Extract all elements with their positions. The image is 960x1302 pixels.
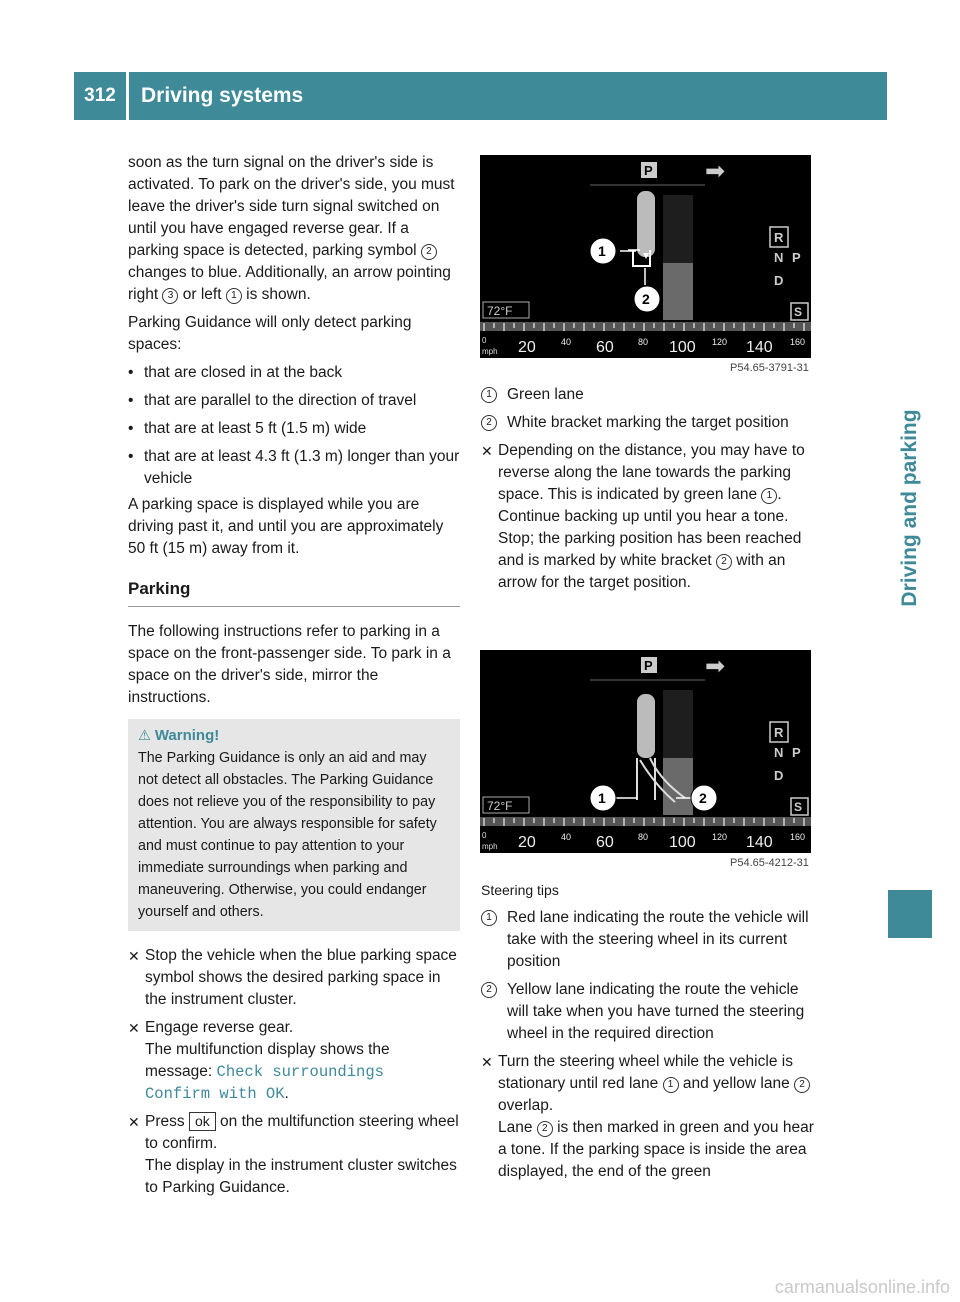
- warning-text: The Parking Guidance is only an aid and may not detect all obstacles. The Parking Guidance does not relieve you of the responsibility to pay attention. You are always responsible for safety and must continue to pay attention to your immediate surroundings when parking and maneuvering. Otherwise, you could endanger yourself and others.: [138, 750, 437, 920]
- list-item: • that are closed in at the back: [128, 364, 343, 381]
- svg-text:P: P: [644, 658, 653, 673]
- svg-text:40: 40: [561, 337, 572, 347]
- steering-tips-title: Steering tips: [481, 882, 559, 898]
- step-marker-icon: ✕: [481, 1054, 493, 1070]
- svg-text:0: 0: [482, 336, 487, 345]
- step: ✕ Stop the vehicle when the blue parking space symbol shows the desired parking space in the instrument cluster.: [128, 947, 457, 1008]
- svg-text:S: S: [794, 800, 803, 814]
- legend-item: 1 Green lane: [481, 384, 816, 406]
- warning-title: Warning!: [154, 727, 220, 744]
- list-item: • that are at least 5 ft (1.5 m) wide: [128, 420, 367, 437]
- step: ✕ Press ok on the multifunction steering wheel to confirm. The display in the instrument cluster switches to Parking Guidance.: [128, 1113, 459, 1196]
- svg-text:20: 20: [518, 339, 536, 356]
- step: ✕ Depending on the distance, you may have to reverse along the lane towards the parking space. This is indicated by green lane 1 . Continue backing up until you hear a tone. Stop; the parking position has been reached and is marked by white bracket 2 with an arrow for the target position.: [481, 442, 805, 591]
- svg-text:P: P: [792, 250, 801, 265]
- instrument-cluster-figure-2: [480, 650, 811, 853]
- paragraph: Parking Guidance will only detect parking spaces:: [128, 314, 412, 353]
- side-section-label: Driving and parking: [898, 409, 921, 607]
- svg-text:160: 160: [790, 832, 806, 842]
- svg-text:R: R: [774, 725, 784, 740]
- subheading: Parking: [128, 578, 460, 607]
- list-item: • that are at least 4.3 ft (1.3 m) longer than your vehicle: [128, 448, 460, 487]
- paragraph: A parking space is displayed while you are driving past it, and until you are approximately 50 ft (15 m) away from it.: [128, 496, 444, 557]
- step-marker-icon: ✕: [128, 1020, 140, 1036]
- svg-text:120: 120: [712, 337, 728, 347]
- step: ✕ Engage reverse gear. The multifunction display shows the message: Check surroundings Confirm with OK.: [128, 1019, 390, 1103]
- svg-text:80: 80: [638, 832, 649, 842]
- svg-text:P: P: [792, 745, 801, 760]
- warning-icon: ⚠: [138, 728, 151, 744]
- left-column: [128, 152, 460, 1205]
- side-tab-marker: [888, 890, 932, 938]
- warning-box: [128, 719, 460, 931]
- svg-text:140: 140: [746, 339, 773, 356]
- svg-text:1: 1: [598, 243, 606, 259]
- svg-text:N: N: [774, 745, 784, 760]
- arrow-right-icon: ➡: [705, 652, 726, 680]
- svg-text:2: 2: [699, 790, 707, 806]
- svg-text:80: 80: [638, 337, 649, 347]
- vehicle-icon: [637, 191, 655, 257]
- svg-text:S: S: [794, 305, 803, 319]
- vehicle-icon: [637, 694, 655, 758]
- page-number: 312: [74, 72, 126, 120]
- watermark: carmanualsonline.info: [774, 1277, 950, 1297]
- svg-text:N: N: [774, 250, 784, 265]
- arrow-right-icon: ➡: [705, 157, 726, 185]
- step-marker-icon: ✕: [481, 443, 493, 459]
- legend-item: 1 Red lane indicating the route the vehicle will take with the steering wheel in its current position: [481, 907, 816, 973]
- figure-id: P54.65-4212-31: [730, 857, 809, 869]
- svg-text:40: 40: [561, 832, 572, 842]
- svg-text:72°F: 72°F: [487, 304, 513, 318]
- svg-text:D: D: [774, 273, 784, 288]
- svg-text:mph: mph: [482, 347, 498, 356]
- svg-text:0: 0: [482, 831, 487, 840]
- svg-text:100: 100: [669, 834, 696, 851]
- legend-item: 2 Yellow lane indicating the route the vehicle will take when you have turned the steering wheel in the required direction: [481, 979, 816, 1045]
- paragraph: soon as the turn signal on the driver's side is activated. To park on the driver's side, you must leave the driver's side turn signal switched on until you have engaged reverse gear. If a parking space is detected, parking symbol 2 changes to blue. Additionally, an arrow pointing right 3 or left 1 is shown.: [128, 154, 455, 303]
- step: ✕ Turn the steering wheel while the vehicle is stationary until red lane 1 and yellow lane 2 overlap. Lane 2 is then marked in green and you hear a tone. If the parking space is inside the area displayed, the end of the green: [481, 1053, 814, 1180]
- figure-id: P54.65-3791-31: [730, 362, 809, 374]
- step-marker-icon: ✕: [128, 948, 140, 964]
- green-lane: [663, 263, 693, 320]
- svg-text:R: R: [774, 230, 784, 245]
- paragraph: The following instructions refer to parking in a space on the front-passenger side. To park in a space on the driver's side, mirror the instructions.: [128, 623, 451, 706]
- svg-text:100: 100: [669, 339, 696, 356]
- svg-text:60: 60: [596, 339, 614, 356]
- ok-key: ok: [189, 1112, 216, 1131]
- right-column-top: [481, 384, 816, 600]
- instrument-cluster-figure-1: [480, 155, 811, 358]
- svg-text:D: D: [774, 768, 784, 783]
- svg-text:2: 2: [642, 291, 650, 307]
- svg-text:120: 120: [712, 832, 728, 842]
- page-title: Driving systems: [129, 72, 887, 120]
- list-item: • that are parallel to the direction of travel: [128, 392, 417, 409]
- svg-text:160: 160: [790, 337, 806, 347]
- parking-symbol-text: P: [644, 163, 653, 178]
- step-marker-icon: ✕: [128, 1114, 140, 1130]
- svg-text:mph: mph: [482, 842, 498, 851]
- legend-item: 2 White bracket marking the target position: [481, 412, 816, 434]
- svg-text:140: 140: [746, 834, 773, 851]
- svg-text:1: 1: [598, 790, 606, 806]
- svg-text:20: 20: [518, 834, 536, 851]
- svg-text:60: 60: [596, 834, 614, 851]
- right-column-bottom: [481, 879, 816, 1189]
- svg-text:72°F: 72°F: [487, 799, 513, 813]
